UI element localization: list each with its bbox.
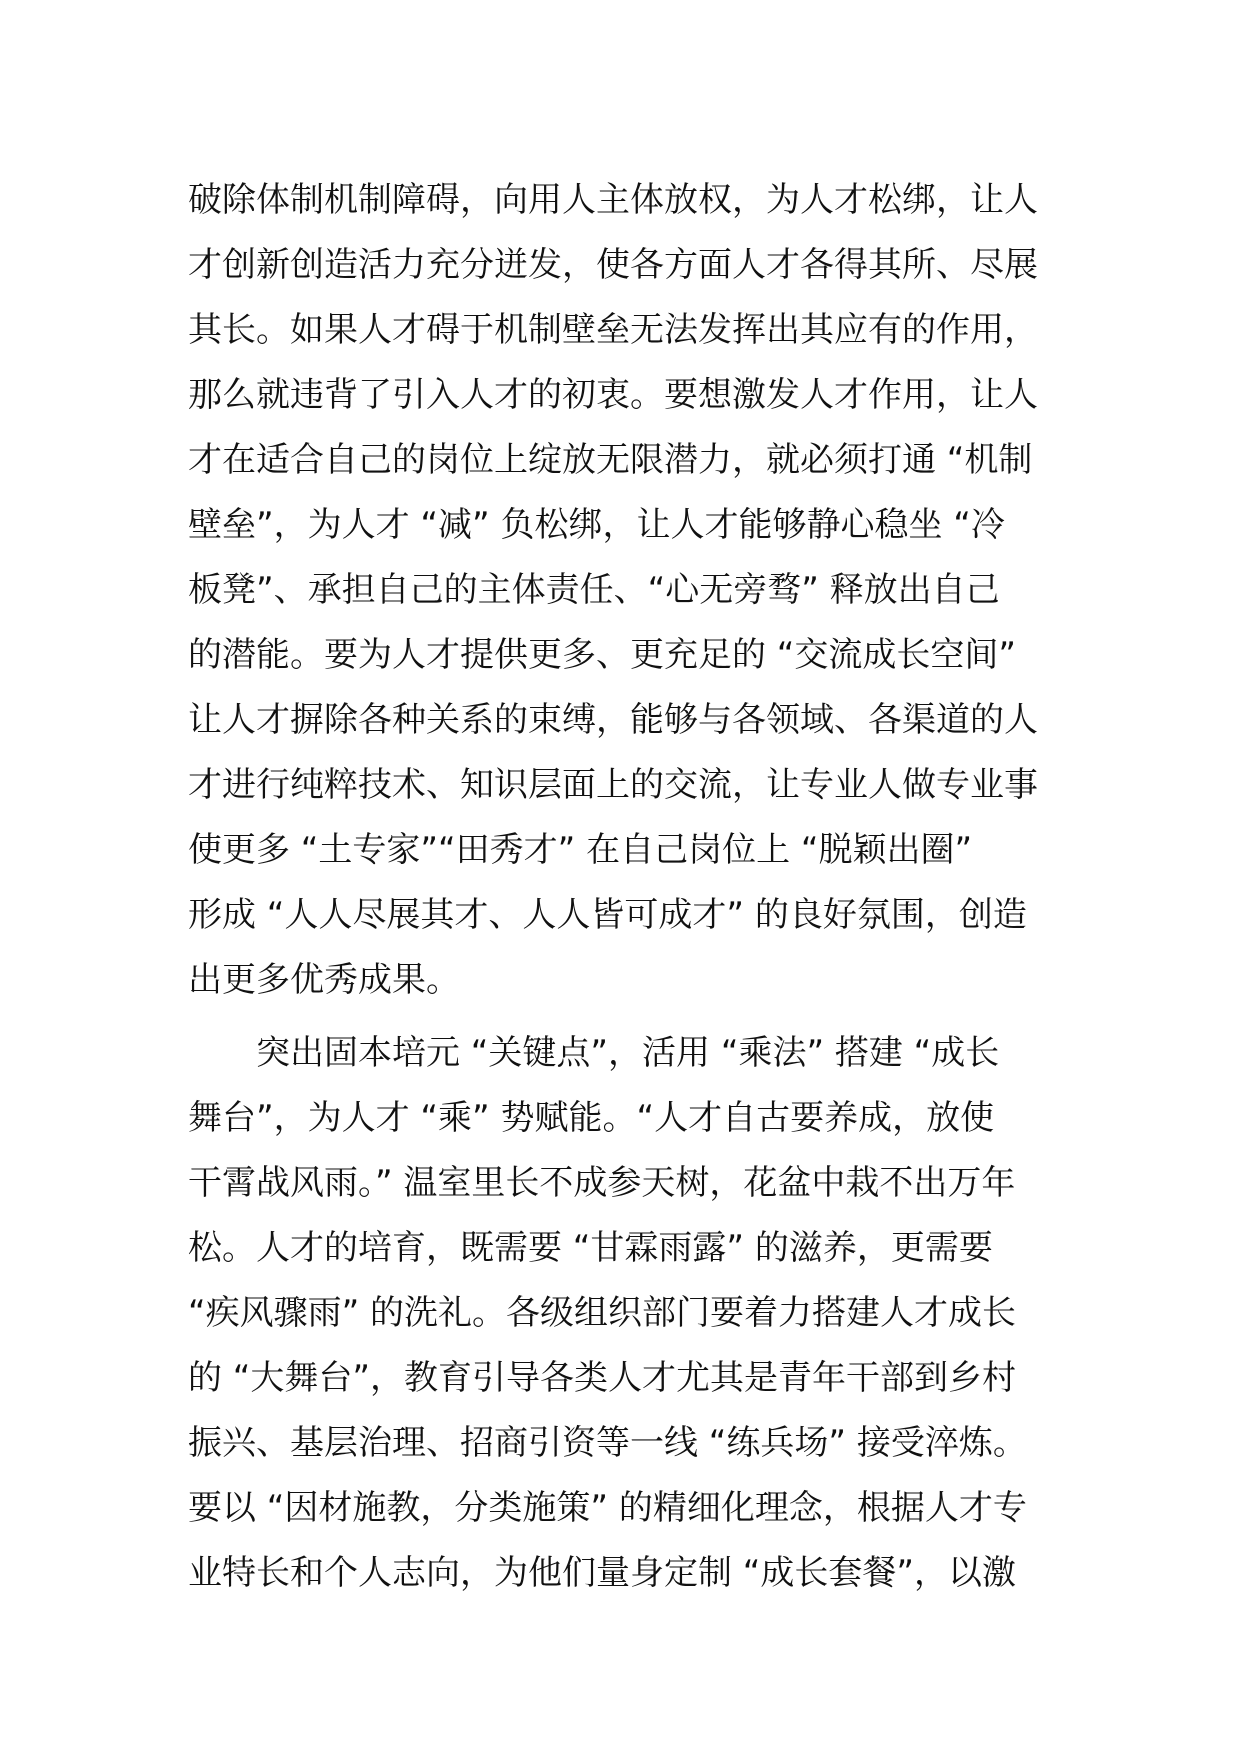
paragraph-gap (188, 1013, 1068, 1021)
text-line: 让人才摒除各种关系的束缚，能够与各领域、各渠道的人 (188, 700, 1038, 740)
paragraph-1 (188, 168, 1068, 1013)
text-line: 舞台”，为人才 “乘” 势赋能。“人才自古要养成，放使 (188, 1098, 995, 1138)
text-line: 才进行纯粹技术、知识层面上的交流，让专业人做专业事 (188, 765, 1038, 805)
text-line: 壁垒”，为人才 “减” 负松绑，让人才能够静心稳坐 “冷 (188, 505, 1005, 545)
text-line: 的 “大舞台”，教育引导各类人才尤其是青年干部到乡村 (188, 1358, 1017, 1398)
text-line: “疾风骤雨” 的洗礼。各级组织部门要着力搭建人才成长 (188, 1293, 1017, 1333)
text-line: 才创新创造活力充分迸发，使各方面人才各得其所、尽展 (188, 245, 1038, 285)
text-line: 振兴、基层治理、招商引资等一线 “练兵场” 接受淬炼。 (188, 1423, 1027, 1463)
text-line: 松。人才的培育，既需要 “甘霖雨露” 的滋养，更需要 (188, 1228, 993, 1268)
text-line: 其长。如果人才碍于机制壁垒无法发挥出其应有的作用， (188, 310, 1038, 350)
text-line: 出更多优秀成果。 (188, 960, 460, 1000)
text-line: 要以 “因材施教，分类施策” 的精细化理念，根据人才专 (188, 1488, 1027, 1528)
text-line: 突出固本培元 “关键点”，活用 “乘法” 搭建 “成长 (188, 1033, 1000, 1073)
text-line: 使更多 “土专家”“田秀才” 在自己岗位上 “脱颖出圈” (188, 830, 973, 870)
paragraph-2 (188, 1021, 1068, 1606)
text-line: 形成 “人人尽展其才、人人皆可成才” 的良好氛围，创造 (188, 895, 1027, 935)
body-text (188, 168, 1068, 1606)
text-line: 板凳”、承担自己的主体责任、“心无旁骛” 释放出自己 (188, 570, 1000, 610)
text-line: 那么就违背了引入人才的初衷。要想激发人才作用，让人 (188, 375, 1038, 415)
text-line: 业特长和个人志向，为他们量身定制 “成长套餐”，以激 (188, 1553, 1017, 1593)
text-line: 干霄战风雨。” 温室里长不成参天树，花盆中栽不出万年 (188, 1163, 1016, 1203)
text-line: 的潜能。要为人才提供更多、更充足的 “交流成长空间” (188, 635, 1017, 675)
text-line: 才在适合自己的岗位上绽放无限潜力，就必须打通 “机制 (188, 440, 1033, 480)
text-line: 破除体制机制障碍，向用人主体放权，为人才松绑，让人 (188, 180, 1038, 220)
